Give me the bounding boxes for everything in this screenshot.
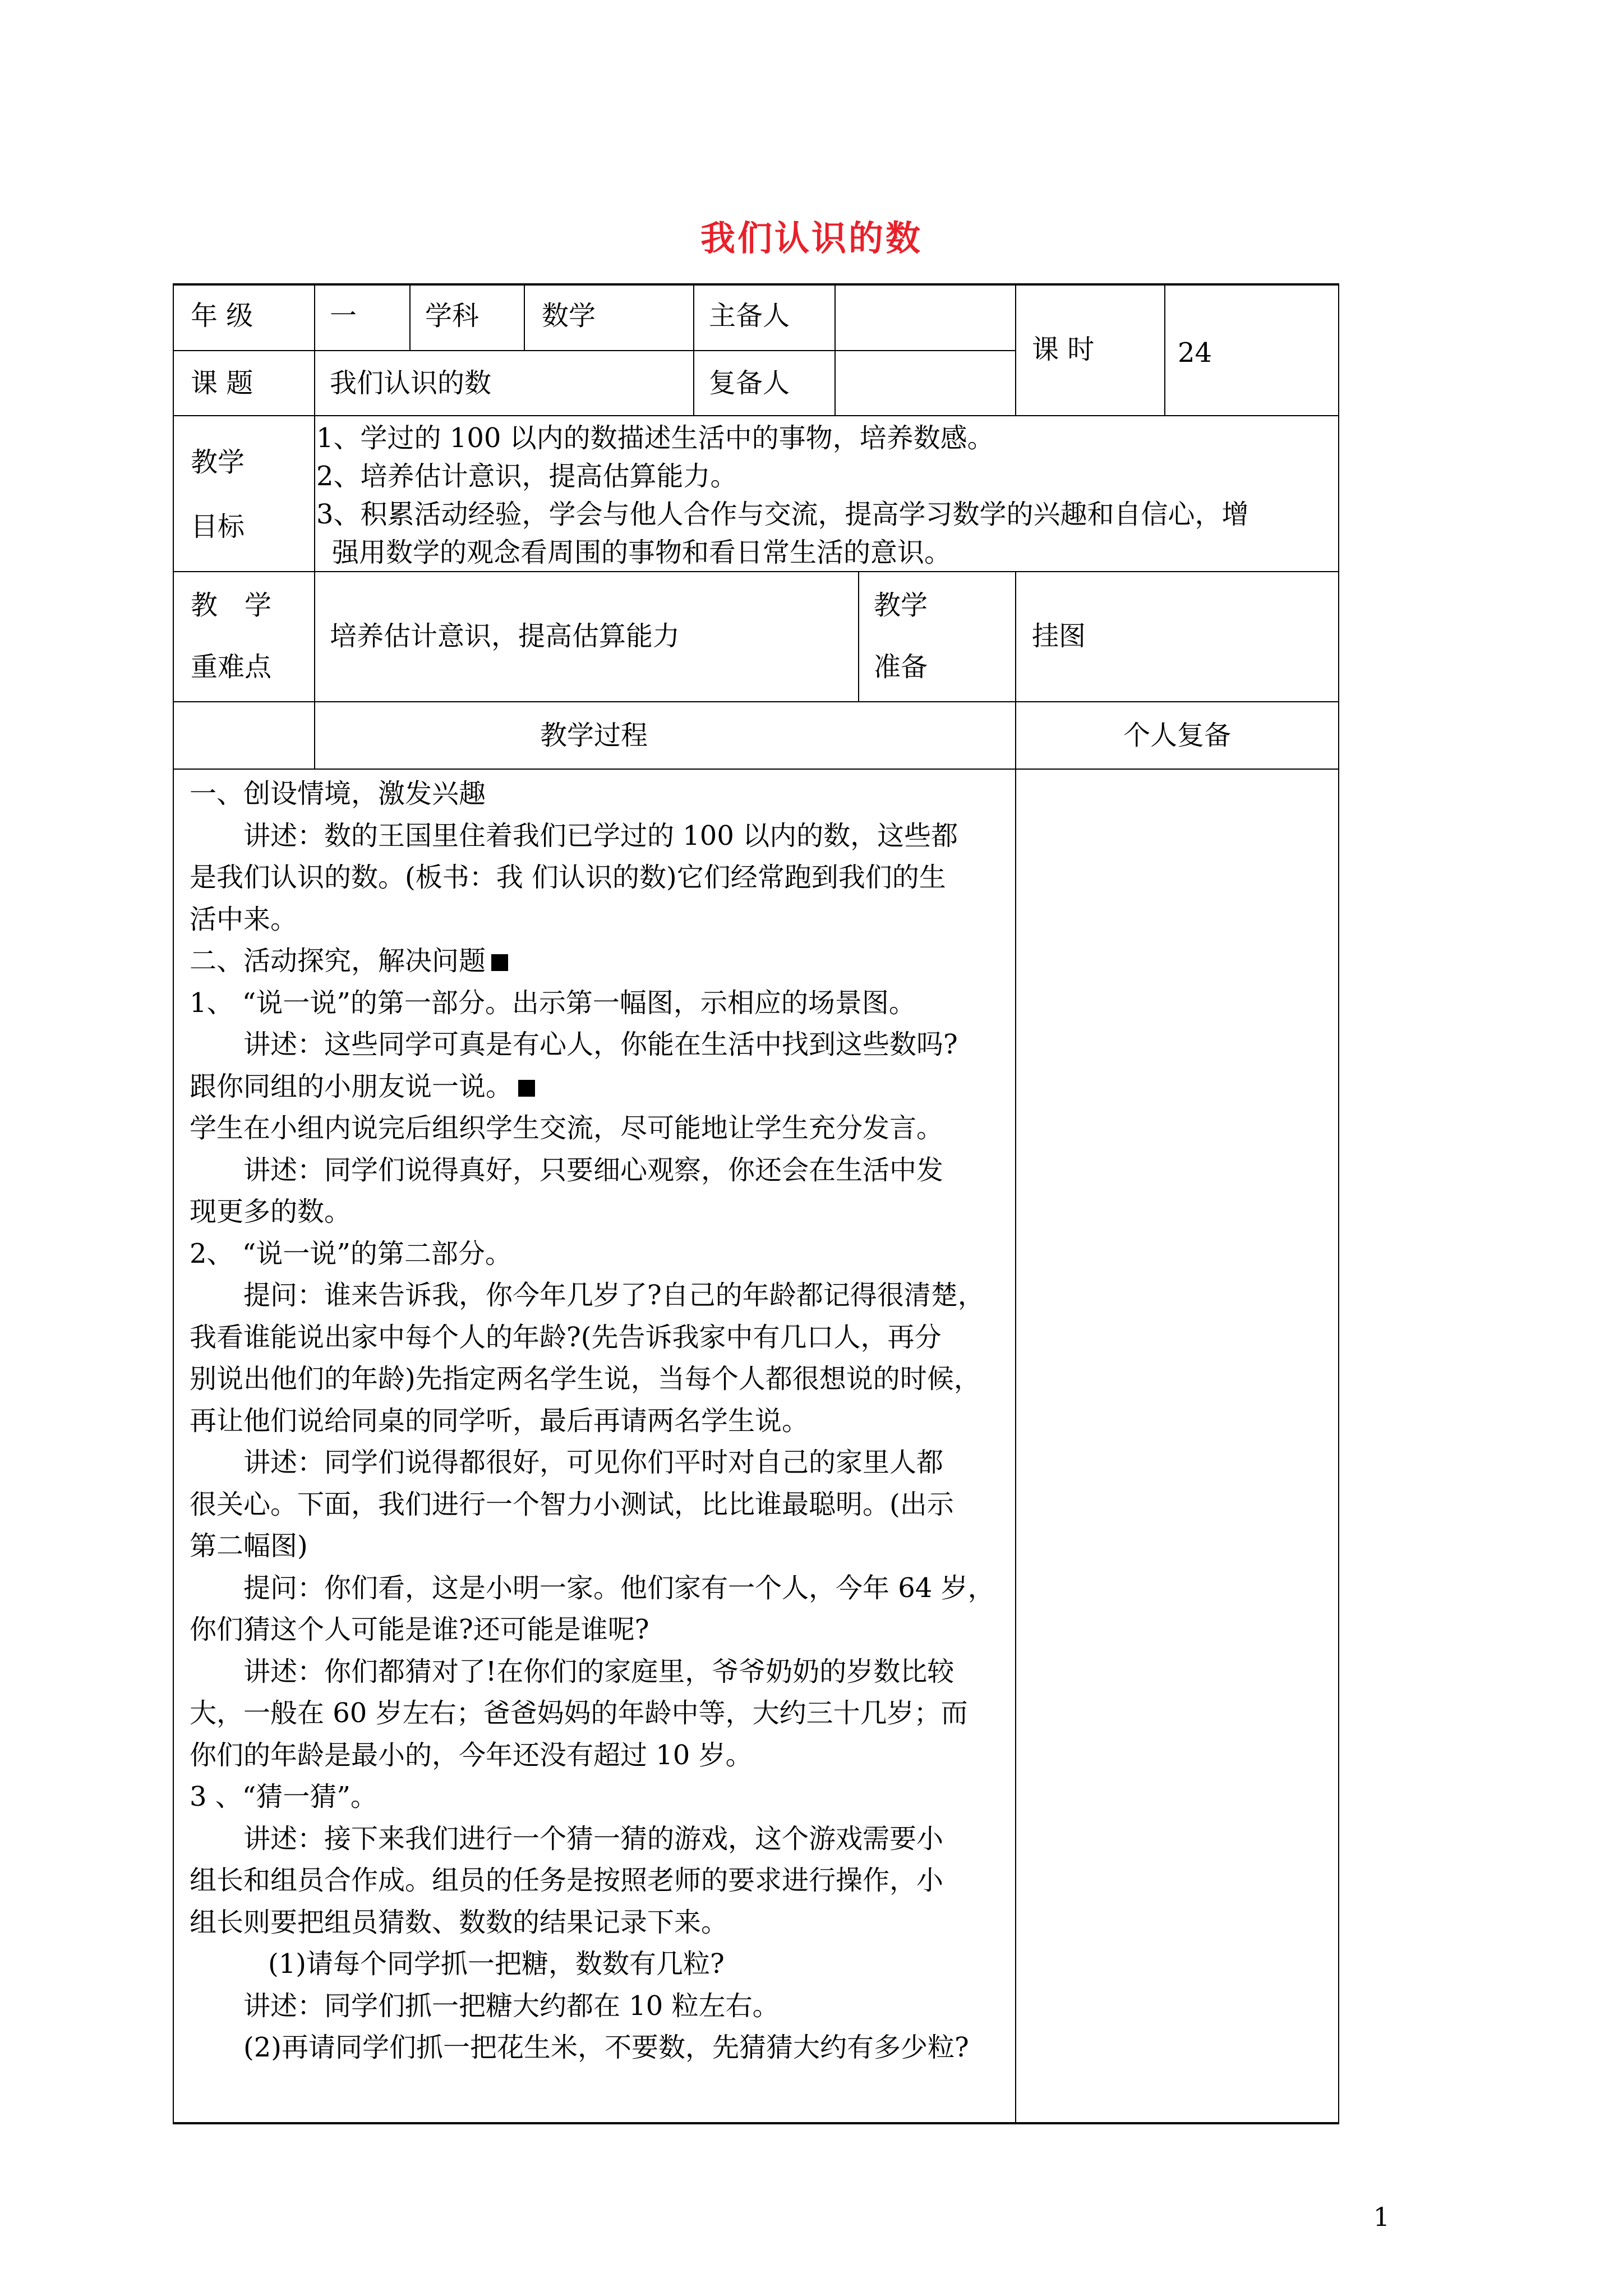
col-divider bbox=[1338, 283, 1339, 2124]
process-line: 讲述：同学们说得都很好，可见你们平时对自己的家里人都 bbox=[243, 1447, 944, 1478]
col-divider bbox=[1015, 283, 1016, 416]
page-number: 1 bbox=[1373, 2202, 1390, 2232]
col-divider bbox=[1164, 283, 1165, 416]
process-line: (2)再请同学们抓一把花生米，不要数，先猜猜大约有多少粒? bbox=[243, 2032, 969, 2063]
main-preparer-label: 主备人 bbox=[709, 300, 790, 332]
process-line: 讲述：数的王国里住着我们已学过的 100 以内的数，这些都 bbox=[243, 820, 958, 852]
process-line: 一、创设情境，激发兴趣 bbox=[190, 778, 486, 809]
objective-item: 强用数学的观念看周围的事物和看日常生活的意识。 bbox=[332, 537, 952, 568]
process-line: 是我们认识的数。(板书：我 们认识的数)它们经常跑到我们的生 bbox=[190, 862, 946, 893]
subject-label: 学科 bbox=[425, 300, 479, 332]
preparation-label: 准备 bbox=[874, 651, 928, 683]
process-line: 组长则要把组员猜数、数数的结果记录下来。 bbox=[190, 1906, 728, 1938]
objectives-list bbox=[316, 419, 1337, 572]
row-divider bbox=[173, 769, 1339, 770]
period-label: 课 时 bbox=[1032, 334, 1095, 365]
document-title: 我们认识的数 bbox=[700, 218, 923, 259]
topic-label: 课 题 bbox=[191, 367, 253, 399]
col-divider bbox=[173, 283, 174, 2124]
row-divider bbox=[173, 350, 1016, 351]
process-line: 讲述：你们都猜对了!在你们的家庭里，爷爷奶奶的岁数比较 bbox=[243, 1655, 955, 1687]
objectives-label: 教学 bbox=[191, 447, 245, 478]
process-line: 活中来。 bbox=[190, 903, 298, 935]
process-line: 大，一般在 60 岁左右；爸爸妈妈的年龄中等，大约三十几岁；而 bbox=[190, 1697, 968, 1729]
process-line: 现更多的数。 bbox=[190, 1196, 352, 1227]
col-divider bbox=[409, 283, 411, 351]
objective-item: 1、学过的 100 以内的数描述生活中的事物，培养数感。 bbox=[316, 422, 994, 454]
process-line: 提问：谁来告诉我，你今年几岁了?自己的年龄都记得很清楚， bbox=[243, 1280, 985, 1311]
process-line: 我看谁能说出家中每个人的年龄?(先告诉我家中有几口人，再分 bbox=[190, 1321, 942, 1353]
process-line: 很关心。下面，我们进行一个智力小测试，比比谁最聪明。(出示 bbox=[190, 1488, 954, 1520]
process-line: 讲述：接下来我们进行一个猜一猜的游戏，这个游戏需要小 bbox=[243, 1823, 944, 1855]
square-bullet-icon bbox=[491, 954, 508, 971]
preparation-value: 挂图 bbox=[1032, 620, 1086, 652]
row-divider bbox=[173, 701, 1339, 702]
col-divider bbox=[858, 571, 859, 702]
process-line: 提问：你们看，这是小明一家。他们家有一个人，今年 64 岁， bbox=[243, 1572, 995, 1604]
review-header: 个人复备 bbox=[1123, 720, 1231, 751]
process-line: 讲述：这些同学可真是有心人，你能在生活中找到这些数吗? bbox=[243, 1029, 958, 1060]
col-divider bbox=[693, 283, 694, 416]
col-divider bbox=[1015, 571, 1016, 2124]
grade-value: 一 bbox=[330, 300, 357, 332]
teaching-process bbox=[190, 773, 1014, 2069]
col-divider bbox=[314, 283, 315, 769]
process-line: 组长和组员合作成。组员的任务是按照老师的要求进行操作，小 bbox=[190, 1865, 944, 1896]
objectives-label: 目标 bbox=[191, 511, 245, 542]
co-preparer-label: 复备人 bbox=[709, 367, 790, 399]
process-header: 教学过程 bbox=[540, 720, 648, 751]
process-line: 第二幅图) bbox=[190, 1530, 308, 1562]
preparation-label: 教学 bbox=[874, 590, 928, 621]
col-divider bbox=[524, 283, 525, 351]
process-line bbox=[190, 940, 1014, 982]
process-line: 2、 “说一说”的第二部分。 bbox=[190, 1237, 512, 1269]
process-line: 3 、“猜一猜”。 bbox=[190, 1781, 377, 1812]
process-line: 讲述：同学们说得真好，只要细心观察，你还会在生活中发 bbox=[243, 1154, 944, 1186]
process-line bbox=[190, 1066, 1014, 1108]
process-line: 讲述：同学们抓一把糖大约都在 10 粒左右。 bbox=[243, 1990, 780, 2022]
topic-value: 我们认识的数 bbox=[330, 367, 492, 399]
key-points-label: 教 学 bbox=[191, 590, 272, 621]
objective-item: 3、积累活动经验，学会与他人合作与交流，提高学习数学的兴趣和自信心，增 bbox=[316, 499, 1249, 530]
process-line: (1)请每个同学抓一把糖，数数有几粒? bbox=[268, 1948, 725, 1980]
process-line: 1、 “说一说”的第一部分。出示第一幅图，示相应的场景图。 bbox=[190, 987, 916, 1019]
process-line: 别说出他们的年龄)先指定两名学生说，当每个人都很想说的时候， bbox=[190, 1363, 981, 1395]
key-points-label: 重难点 bbox=[191, 651, 272, 683]
subject-value: 数学 bbox=[542, 300, 596, 332]
process-line: 你们猜这个人可能是谁?还可能是谁呢? bbox=[190, 1614, 649, 1645]
square-bullet-icon bbox=[518, 1080, 535, 1097]
grade-label: 年 级 bbox=[191, 300, 253, 332]
col-divider bbox=[834, 283, 836, 416]
period-value: 24 bbox=[1178, 337, 1212, 369]
key-points-value: 培养估计意识，提高估算能力 bbox=[330, 620, 680, 652]
process-line: 你们的年龄是最小的，今年还没有超过 10 岁。 bbox=[190, 1739, 753, 1771]
objective-item: 2、培养估计意识，提高估算能力。 bbox=[316, 461, 737, 492]
process-line: 学生在小组内说完后组织学生交流，尽可能地让学生充分发言。 bbox=[190, 1112, 944, 1144]
process-line: 再让他们说给同桌的同学听，最后再请两名学生说。 bbox=[190, 1405, 809, 1437]
process-text: 跟你同组的小朋友说一说。 bbox=[190, 1070, 513, 1102]
process-text: 二、活动探究，解决问题 bbox=[190, 945, 486, 977]
